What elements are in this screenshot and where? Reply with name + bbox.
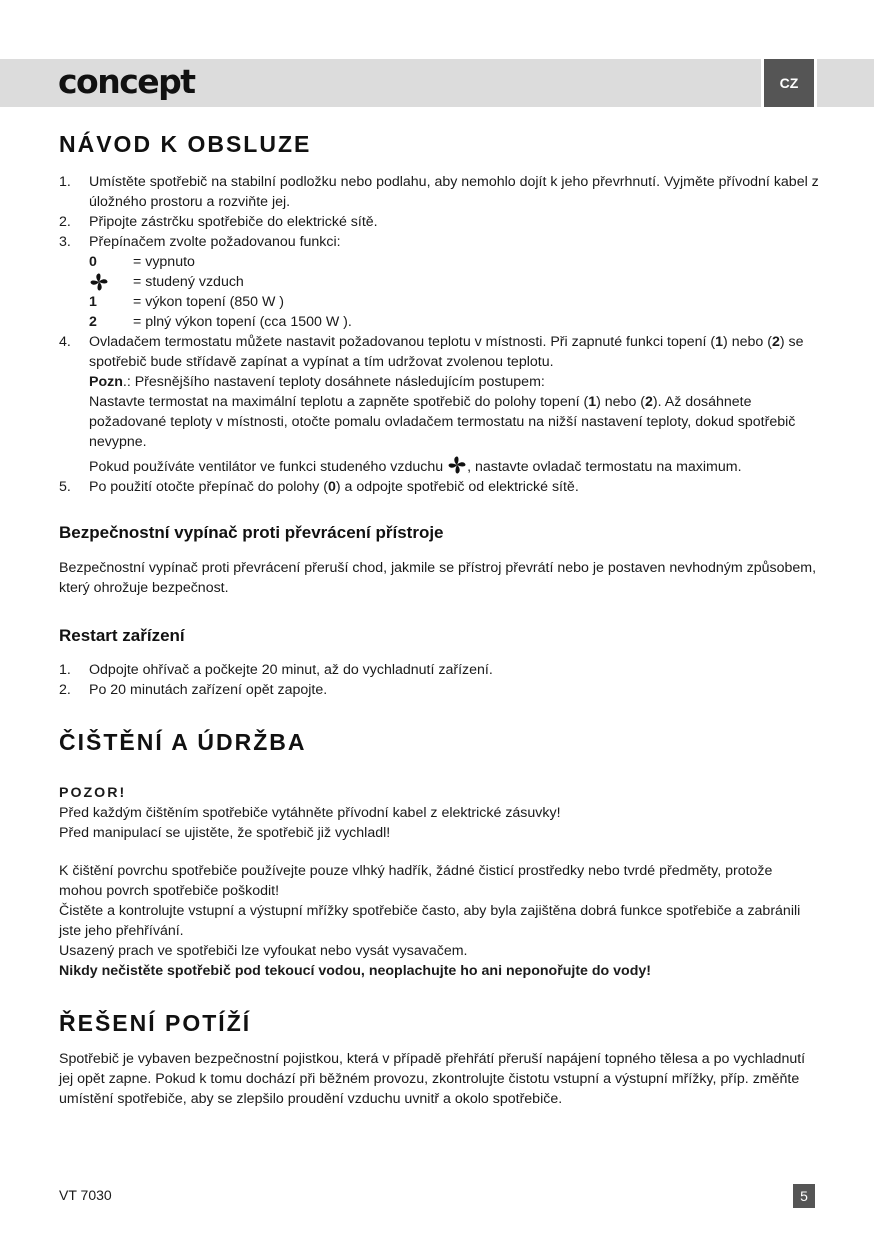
list-item: 5. Po použití otočte přepínač do polohy (0) a odpojte spotřebič od elektrické sítě. bbox=[59, 479, 579, 495]
fan-note: Pokud používáte ventilátor ve funkci studeného vzduchu , nastavte ovladač termostatu na maximum. bbox=[89, 455, 819, 477]
troubleshooting-text: Spotřebič je vybaven bezpečnostní pojistkou, která v případě přehřátí přeruší napájení topného tělesa a po vychladnutí jej opět zapne. Pokud k tomu dochází při běžném provozu, zkontrolujte čistotu vstupní a výstupní mřížky, příp. změňte umístění spotřebiče, aby se zlepšilo proudění vzduchu uvnitř a okolo spotřebiče. bbox=[59, 1051, 806, 1107]
function-row: 0 = vypnuto bbox=[89, 254, 195, 270]
model-number: VT 7030 bbox=[59, 1187, 112, 1203]
section-title-restart: Restart zařízení bbox=[59, 626, 185, 645]
page-number: 5 bbox=[793, 1184, 815, 1208]
function-row: = studený vzduch bbox=[89, 272, 819, 292]
section-title-operation: NÁVOD K OBSLUZE bbox=[59, 131, 312, 157]
section-title-troubleshooting: ŘEŠENÍ POTÍŽÍ bbox=[59, 1010, 252, 1036]
fan-icon bbox=[89, 272, 109, 292]
list-item: 3. Přepínačem zvolte požadovanou funkci: 0 = vypnuto = studený vzduch 1 = výkon topení (850 W ) 2 = plný výkon topení (cca 1500 W ). bbox=[59, 232, 819, 332]
section-title-tip-over: Bezpečnostní vypínač proti převrácení přístroje bbox=[59, 523, 444, 542]
tip-over-text: Bezpečnostní vypínač proti převrácení přeruší chod, jakmile se přístroj převrátí nebo je postaven nevhodným způsobem, který ohrožuje bezpečnost. bbox=[59, 560, 817, 596]
note: Pozn.: Přesnějšího nastavení teploty dosáhnete následujícím postupem: bbox=[89, 374, 545, 390]
function-row: 2 = plný výkon topení (cca 1500 W ). bbox=[89, 314, 352, 330]
list-item: 1. Odpojte ohřívač a počkejte 20 minut, až do vychladnutí zařízení. bbox=[59, 662, 493, 678]
list-item: 4. Ovladačem termostatu můžete nastavit požadovanou teplotu v místnosti. Při zapnuté funkci topení (1) nebo (2) se spotřebič bude střídavě zapínat a vypínat a tím udržovat zvolenou teplotu. Pozn.: Přesnějšího nastavení teploty dosáhnete následujícím postupem: Nastavte termostat na maximální teplotu a zapněte spotřebič do polohy topení (1) nebo (2). Až dosáhnete požadované teploty v místnosti, otočte pomalu ovladačem termostatu na nižší nastavení teploty, dokud spotřebič nevypne. Pokud používáte ventilátor ve funkci studeného vzduchu , nastavte ovladač termostatu na maximum. bbox=[59, 332, 819, 477]
function-row: 1 = výkon topení (850 W ) bbox=[89, 294, 285, 310]
cleaning-warning: Nikdy nečistěte spotřebič pod tekoucí vodou, neoplachujte ho ani neponořujte do vody! bbox=[59, 963, 651, 979]
warning-block: POZOR! Před každým čištěním spotřebiče vytáhněte přívodní kabel z elektrické zásuvky! Před manipulací se ujistěte, že spotřebič již vychladl! bbox=[59, 783, 819, 843]
list-item: 1. Umístěte spotřebič na stabilní podložku nebo podlahu, aby nemohlo dojít k jeho převrhnutí. Vyjměte přívodní kabel z úložného prostoru a rozviňte jej. bbox=[59, 174, 819, 210]
fan-icon bbox=[447, 455, 467, 475]
note-procedure: Nastavte termostat na maximální teplotu a zapněte spotřebič do polohy topení (1) nebo (2). Až dosáhnete požadované teploty v místnosti, otočte pomalu ovladačem termostatu na nižší nastavení teploty, dokud spotřebič nevypne. bbox=[89, 394, 796, 450]
list-item: 2. Po 20 minutách zařízení opět zapojte. bbox=[59, 682, 328, 698]
cleaning-text: K čištění povrchu spotřebiče používejte pouze vlhký hadřík, žádné čisticí prostředky nebo tvrdé předměty, protože mohou povrch spotřebiče poškodit! Čistěte a kontrolujte vstupní a výstupní mřížky spotřebiče často, aby byla zajištěna dobrá funkce spotřebiče a zabránili jste jeho přehřívání. Usazený prach ve spotřebiči lze vyfoukat nebo vysát vysavačem. Nikdy nečistěte spotřebič pod tekoucí vodou, neoplachujte ho ani neponořujte do vody! bbox=[59, 861, 819, 981]
operation-list bbox=[59, 172, 819, 497]
brand-logo: concept bbox=[58, 62, 195, 101]
language-badge: CZ bbox=[761, 59, 817, 107]
restart-list bbox=[59, 660, 819, 700]
list-item: 2. Připojte zástrčku spotřebiče do elektrické sítě. bbox=[59, 214, 378, 230]
warning-title: POZOR! bbox=[59, 785, 127, 801]
section-title-cleaning: ČIŠTĚNÍ A ÚDRŽBA bbox=[59, 729, 307, 755]
